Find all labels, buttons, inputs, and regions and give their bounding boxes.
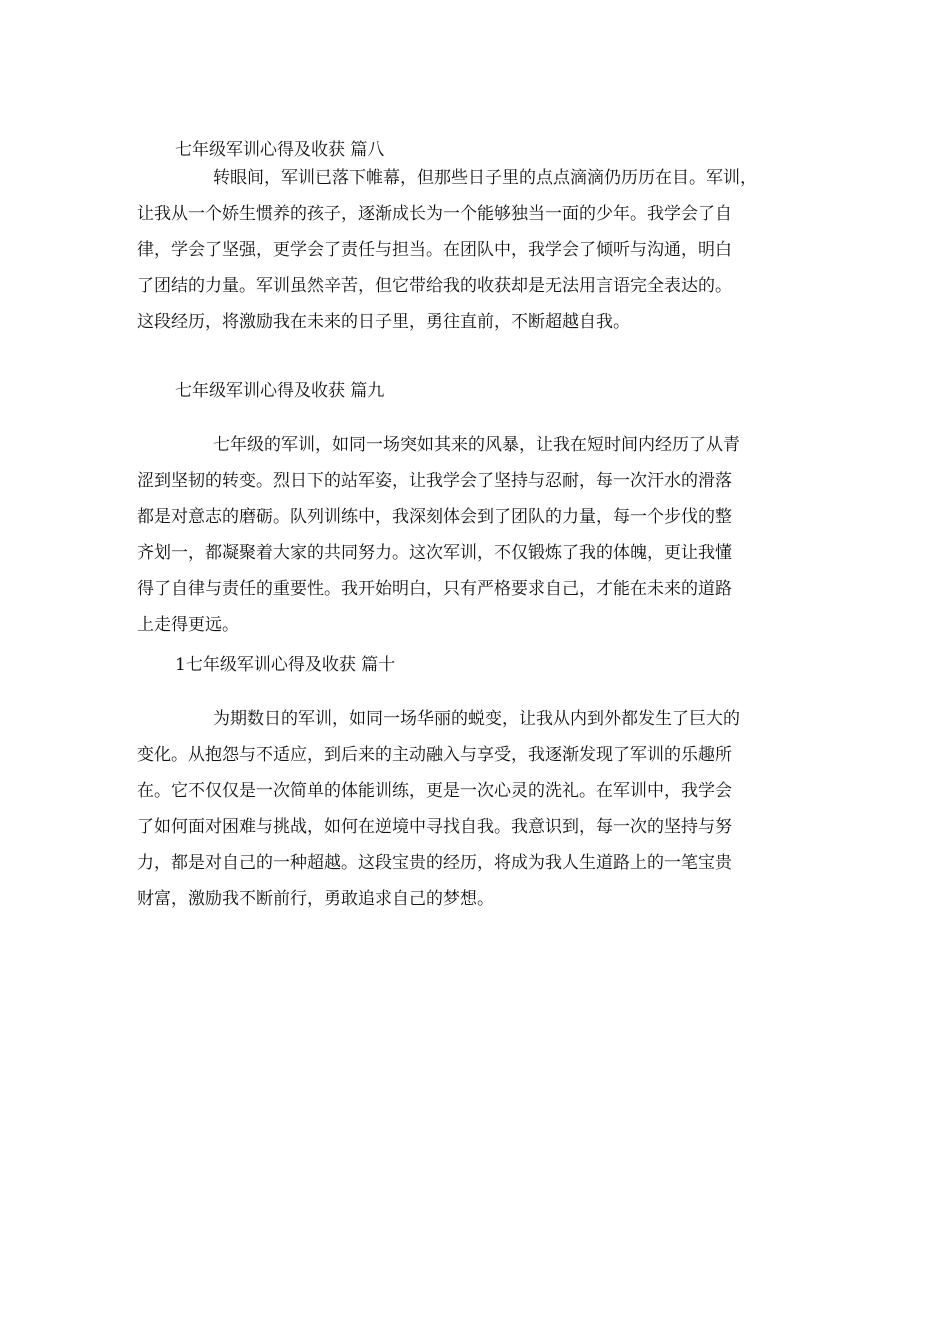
paragraph-line: 了如何面对困难与挑战，如何在逆境中寻找自我。我意识到，每一次的坚持与努 xyxy=(137,817,732,837)
paragraph-line: 为期数日的军训，如同一场华丽的蜕变，让我从内到外都发生了巨大的 xyxy=(213,709,740,729)
section-body-8 xyxy=(137,160,817,340)
section-heading-10: 1七年级军训心得及收获 篇十 xyxy=(175,655,396,675)
paragraph-line: 七年级的军训，如同一场突如其来的风暴，让我在短时间内经历了从青 xyxy=(213,435,740,455)
paragraph-line: 让我从一个娇生惯养的孩子，逐渐成长为一个能够独当一面的少年。我学会了自 xyxy=(137,204,732,224)
paragraph-line: 在。它不仅仅是一次简单的体能训练，更是一次心灵的洗礼。在军训中，我学会 xyxy=(137,781,732,801)
paragraph-line: 上走得更远。 xyxy=(137,615,239,635)
section-body-10 xyxy=(137,701,817,917)
section-heading-8: 七年级军训心得及收获 篇八 xyxy=(175,140,385,160)
paragraph-line: 了团结的力量。军训虽然辛苦，但它带给我的收获却是无法用言语完全表达的。 xyxy=(137,276,732,296)
paragraph-line: 转眼间，军训已落下帷幕，但那些日子里的点点滴滴仍历历在目。军训， xyxy=(213,168,757,188)
paragraph-line: 都是对意志的磨砺。队列训练中，我深刻体会到了团队的力量，每一个步伐的整 xyxy=(137,507,732,527)
paragraph-line: 这段经历，将激励我在未来的日子里，勇往直前，不断超越自我。 xyxy=(137,312,630,332)
paragraph-line: 涩到坚韧的转变。烈日下的站军姿，让我学会了坚持与忍耐，每一次汗水的滑落 xyxy=(137,471,732,491)
section-heading-9: 七年级军训心得及收获 篇九 xyxy=(175,381,385,401)
paragraph-line: 得了自律与责任的重要性。我开始明白，只有严格要求自己，才能在未来的道路 xyxy=(137,579,732,599)
paragraph-line: 力，都是对自己的一种超越。这段宝贵的经历，将成为我人生道路上的一笔宝贵 xyxy=(137,853,732,873)
paragraph-line: 财富，激励我不断前行，勇敢追求自己的梦想。 xyxy=(137,889,494,909)
section-body-9 xyxy=(137,427,817,643)
paragraph-line: 变化。从抱怨与不适应，到后来的主动融入与享受，我逐渐发现了军训的乐趣所 xyxy=(137,745,732,765)
paragraph-line: 齐划一，都凝聚着大家的共同努力。这次军训，不仅锻炼了我的体魄，更让我懂 xyxy=(137,543,732,563)
paragraph-line: 律，学会了坚强，更学会了责任与担当。在团队中，我学会了倾听与沟通，明白 xyxy=(137,240,732,260)
